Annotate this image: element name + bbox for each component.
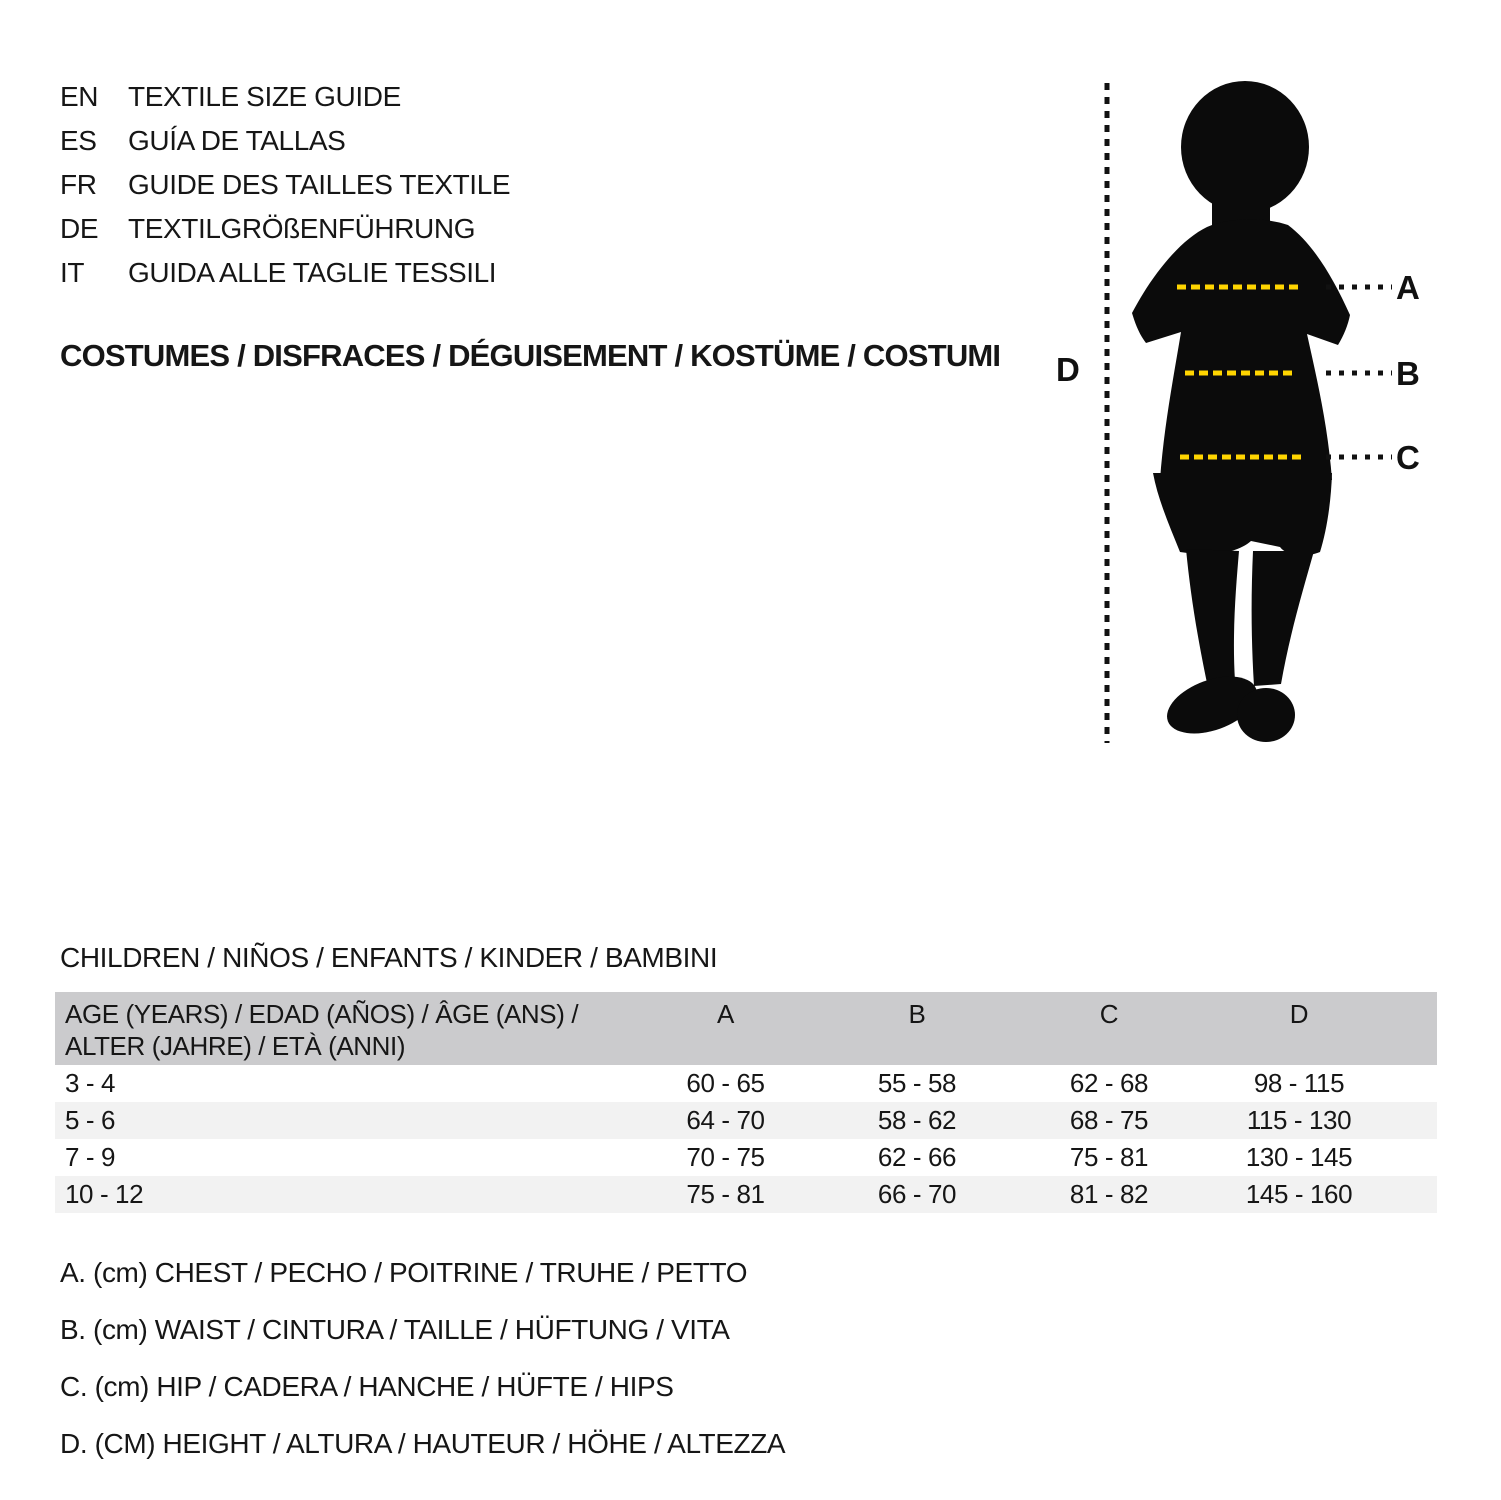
legend-line-chest: A. (cm) CHEST / PECHO / POITRINE / TRUHE / PETTO xyxy=(60,1257,748,1288)
height-cell: 98 - 115 xyxy=(1253,1068,1345,1098)
waist-cell: 66 - 70 xyxy=(877,1179,957,1209)
hip-cell: 75 - 81 xyxy=(1069,1142,1149,1172)
age-header-line1: AGE (YEARS) / EDAD (AÑOS) / ÂGE (ANS) / xyxy=(65,999,579,1029)
age-cell: 5 - 6 xyxy=(65,1105,116,1135)
row-spacer xyxy=(1393,1139,1437,1176)
label-c: C xyxy=(1396,439,1420,476)
chest-cell: 60 - 65 xyxy=(686,1068,765,1098)
height-cell: 115 - 130 xyxy=(1246,1105,1352,1135)
table-row xyxy=(55,1065,1437,1102)
silhouette-left-leg xyxy=(1186,549,1239,683)
language-code: FR xyxy=(60,169,97,200)
height-cell: 130 - 145 xyxy=(1245,1142,1353,1172)
measurement-legend xyxy=(60,1244,785,1472)
language-title: TEXTILGRÖßENFÜHRUNG xyxy=(128,213,476,244)
waist-cell: 55 - 58 xyxy=(877,1068,957,1098)
language-code: EN xyxy=(60,81,99,112)
silhouette-right-leg xyxy=(1252,551,1314,686)
language-code: IT xyxy=(60,257,85,288)
chest-cell: 64 - 70 xyxy=(686,1105,765,1135)
height-cell: 145 - 160 xyxy=(1245,1179,1353,1209)
table-row xyxy=(55,1139,1437,1176)
row-spacer xyxy=(1393,1176,1437,1213)
language-title: GUIDE DES TAILLES TEXTILE xyxy=(128,169,511,200)
size-table xyxy=(55,992,1437,1213)
language-title-list xyxy=(60,75,510,295)
hip-cell: 81 - 82 xyxy=(1069,1179,1149,1209)
silhouette-shorts xyxy=(1153,473,1332,556)
language-code: DE xyxy=(60,213,99,244)
language-row xyxy=(60,163,510,207)
age-column-header xyxy=(55,992,630,1062)
language-title: GUIDA ALLE TAGLIE TESSILI xyxy=(128,257,497,288)
language-title: GUÍA DE TALLAS xyxy=(128,125,346,156)
legend-line-height: D. (CM) HEIGHT / ALTURA / HAUTEUR / HÖHE / ALTEZZA xyxy=(60,1428,786,1459)
waist-cell: 58 - 62 xyxy=(877,1105,957,1135)
hip-cell: 68 - 75 xyxy=(1069,1105,1149,1135)
language-row xyxy=(60,75,510,119)
age-header-line2: ALTER (JAHRE) / ETÀ (ANNI) xyxy=(65,1031,406,1061)
section-title: CHILDREN / NIÑOS / ENFANTS / KINDER / BAMBINI xyxy=(60,942,718,973)
measurement-figure xyxy=(1040,75,1460,760)
silhouette-right-shoe xyxy=(1237,688,1295,742)
age-cell: 3 - 4 xyxy=(65,1068,116,1098)
table-row xyxy=(55,1102,1437,1139)
category-title: COSTUMES / DISFRACES / DÉGUISEMENT / KOSTÜME / COSTUMI xyxy=(60,338,1001,373)
row-spacer xyxy=(1393,1065,1437,1102)
language-code: ES xyxy=(60,125,97,156)
table-row xyxy=(55,1176,1437,1213)
legend-line-hip: C. (cm) HIP / CADERA / HANCHE / HÜFTE / HIPS xyxy=(60,1371,674,1402)
language-row xyxy=(60,119,510,163)
chest-cell: 70 - 75 xyxy=(686,1142,765,1172)
language-row xyxy=(60,207,510,251)
hip-cell: 62 - 68 xyxy=(1069,1068,1149,1098)
label-a: A xyxy=(1396,269,1420,306)
column-header-d: D xyxy=(1289,999,1309,1029)
chest-cell: 75 - 81 xyxy=(686,1179,765,1209)
language-row xyxy=(60,251,510,295)
legend-line-waist: B. (cm) WAIST / CINTURA / TAILLE / HÜFTUNG / VITA xyxy=(60,1314,730,1345)
column-header-b: B xyxy=(908,999,926,1029)
label-d: D xyxy=(1056,351,1080,388)
silhouette-torso xyxy=(1132,219,1350,480)
waist-cell: 62 - 66 xyxy=(877,1142,957,1172)
table-body xyxy=(55,1065,1437,1213)
row-spacer xyxy=(1393,1102,1437,1139)
table-header-row xyxy=(55,992,1437,1065)
column-header-c: C xyxy=(1099,999,1119,1029)
label-b: B xyxy=(1396,355,1420,392)
age-cell: 7 - 9 xyxy=(65,1142,116,1172)
language-title: TEXTILE SIZE GUIDE xyxy=(128,81,401,112)
age-cell: 10 - 12 xyxy=(65,1179,144,1209)
child-silhouette-icon xyxy=(1132,81,1350,745)
column-header-a: A xyxy=(717,999,734,1029)
